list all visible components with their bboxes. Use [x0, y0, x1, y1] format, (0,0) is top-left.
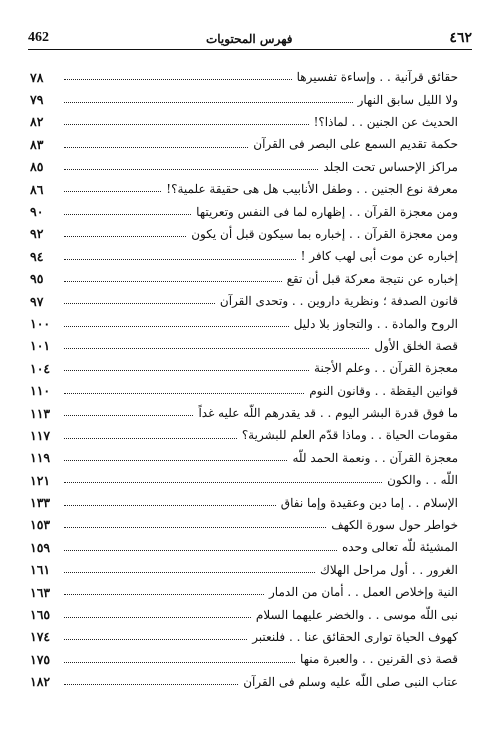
dot-leader	[64, 662, 295, 663]
toc-entry-title: قوانين اليقظة . . وقانون النوم	[309, 383, 458, 398]
toc-entry[interactable]	[30, 174, 458, 196]
toc-entry[interactable]	[30, 331, 458, 353]
toc-entry[interactable]	[30, 622, 458, 644]
toc-entry-title: قصة ذى القرنين . . والعبرة منها	[300, 652, 458, 667]
dot-leader	[64, 281, 282, 282]
running-title: فهرس المحتويات	[205, 32, 293, 46]
toc-entry-page: ١١٣	[30, 405, 51, 421]
toc-entry-title: ما فوق قدرة البشر اليوم . . قد يقدرهم اللّه عليه غداً	[198, 406, 458, 421]
toc-entry-title: ولا الليل سابق النهار	[357, 92, 458, 107]
dot-leader	[64, 326, 289, 327]
toc-entry-title: ومن معجزة القرآن . . إخباره بما سيكون قبل أن يكون	[191, 226, 458, 241]
toc-entry[interactable]	[30, 129, 458, 151]
toc-entry-title: حكمة تقديم السمع على البصر فى القرآن	[253, 137, 458, 152]
toc-entry[interactable]	[30, 84, 458, 106]
toc-entry[interactable]	[30, 420, 458, 442]
toc-entry-title: الحديث عن الجنين . . لماذا؟!	[313, 114, 458, 129]
toc-entry-page: ١٦٣	[30, 584, 51, 600]
toc-entry[interactable]	[30, 152, 458, 174]
toc-entry[interactable]	[30, 353, 458, 375]
dot-leader	[64, 684, 238, 685]
toc-entry-title: إخباره عن موت أبى لهب كافر !	[300, 249, 458, 264]
dot-leader	[64, 594, 264, 595]
toc-entry-page: ١٧٥	[30, 651, 51, 667]
toc-entry-page: ١٦٥	[30, 607, 51, 623]
toc-entry-title: نبى اللّه موسى . . والخضر عليهما السلام	[255, 607, 458, 622]
toc-entry-page: ٨٣	[30, 136, 44, 152]
dot-leader	[64, 572, 315, 573]
toc-entry-title: إخباره عن نتيجة معركة قبل أن تقع	[286, 271, 458, 286]
dot-leader	[64, 482, 382, 483]
toc-entry-page: ١٣٣	[30, 495, 51, 511]
toc-entry-page: ١١٧	[30, 427, 51, 443]
toc-entry[interactable]	[30, 644, 458, 666]
toc-entry-title: معرفة نوع الجنين . . وطفل الأنابيب هل هى حقيقة علمية؟!	[166, 182, 458, 197]
toc-entry[interactable]	[30, 577, 458, 599]
toc-entry-title: ومن معجزة القرآن . . إظهاره لما فى النفس وتعريتها	[196, 204, 458, 219]
toc-entry[interactable]	[30, 443, 458, 465]
page-number-latin: 462	[28, 30, 49, 45]
toc-entry[interactable]	[30, 398, 458, 420]
toc-entry-title: حقائق قرآنية . . وإساءة تفسيرها	[296, 70, 458, 85]
toc-entry-page: ٩٠	[30, 203, 44, 219]
dot-leader	[64, 438, 237, 439]
dot-leader	[64, 550, 337, 551]
toc-entry[interactable]	[30, 241, 458, 263]
toc-entry-title: الإسلام . . إما دين وعقيدة وإما نفاق	[280, 495, 458, 510]
toc-entry-title: قصة الخلق الأول	[374, 338, 458, 353]
toc-entry-page: ١٠١	[30, 338, 51, 354]
toc-entry[interactable]	[30, 487, 458, 509]
toc-entry-page: ١١٩	[30, 450, 51, 466]
toc-entry-title: قانون الصدفة ؛ ونظرية داروين . . وتحدى القرآن	[219, 294, 458, 309]
toc-entry-title: مقومات الحياة . . وماذا قدّم العلم للبشرية؟	[241, 428, 458, 443]
toc-entry[interactable]	[30, 196, 458, 218]
dot-leader	[64, 214, 191, 215]
toc-entry[interactable]	[30, 465, 458, 487]
toc-entry-title: معجزة القرآن . . وعلم الأجنة	[314, 361, 458, 376]
toc-entry-title: مراكز الإحساس تحت الجلد	[323, 159, 458, 174]
toc-entry-title: المشيئة للّه تعالى وحده	[341, 540, 458, 555]
dot-leader	[64, 147, 248, 148]
dot-leader	[64, 102, 353, 103]
toc-entry-page: ٧٩	[30, 92, 44, 108]
dot-leader	[64, 303, 215, 304]
dot-leader	[64, 415, 193, 416]
toc-entry[interactable]	[30, 510, 458, 532]
dot-leader	[64, 348, 369, 349]
toc-entry-page: ١٨٢	[30, 674, 51, 690]
toc-entry[interactable]	[30, 286, 458, 308]
dot-leader	[64, 169, 318, 170]
toc-entry-page: ١٠٠	[30, 315, 51, 331]
toc-entry-title: النية وإخلاص العمل . . أمان من الدمار	[269, 585, 458, 600]
toc-entry-page: ٨٢	[30, 114, 44, 130]
dot-leader	[64, 236, 186, 237]
toc-entry-page: ١٠٤	[30, 360, 51, 376]
toc-entry[interactable]	[30, 667, 458, 689]
toc-entry-page: ١١٠	[30, 383, 51, 399]
dot-leader	[64, 191, 161, 192]
toc-entry-title: الروح والمادة . . والتجاوز بلا دليل	[293, 316, 458, 331]
table-of-contents	[30, 62, 458, 689]
toc-entry-page: ٨٥	[30, 159, 44, 175]
toc-entry-title: عتاب النبى صلى اللّه عليه وسلم فى القرآن	[243, 674, 458, 689]
toc-entry[interactable]	[30, 308, 458, 330]
toc-entry-title: اللّه . . والكون	[387, 473, 458, 488]
toc-entry-title: الغرور . . أول مراحل الهلاك	[320, 562, 458, 577]
dot-leader	[64, 527, 326, 528]
dot-leader	[64, 79, 292, 80]
toc-entry-page: ١٥٩	[30, 539, 51, 555]
toc-entry[interactable]	[30, 555, 458, 577]
toc-entry-page: ٨٦	[30, 181, 44, 197]
dot-leader	[64, 617, 251, 618]
toc-entry-title: معجزة القرآن . . ونعمة الحمد للّه	[292, 450, 458, 465]
page-number-arabic: ٤٦٢	[449, 30, 472, 46]
toc-entry[interactable]	[30, 375, 458, 397]
dot-leader	[64, 460, 287, 461]
toc-entry[interactable]	[30, 62, 458, 84]
toc-entry-title: كهوف الحياة توارى الحقائق عنا . . فلنعتبر	[252, 629, 458, 644]
toc-entry-page: ٩٧	[30, 293, 44, 309]
page-header	[28, 24, 472, 50]
toc-entry-page: ١٦١	[30, 562, 51, 578]
dot-leader	[64, 370, 309, 371]
dot-leader	[64, 124, 309, 125]
dot-leader	[64, 259, 296, 260]
toc-entry-page: ٩٥	[30, 271, 44, 287]
toc-entry-page: ٩٢	[30, 226, 44, 242]
toc-entry[interactable]	[30, 107, 458, 129]
dot-leader	[64, 393, 304, 394]
dot-leader	[64, 505, 276, 506]
toc-entry-page: ١٧٤	[30, 629, 51, 645]
toc-entry[interactable]	[30, 532, 458, 554]
toc-entry-page: ٧٨	[30, 69, 44, 85]
toc-entry[interactable]	[30, 264, 458, 286]
toc-entry-page: ٩٤	[30, 248, 44, 264]
toc-entry-page: ١٥٣	[30, 517, 51, 533]
dot-leader	[64, 639, 247, 640]
toc-entry-title: خواطر حول سورة الكهف	[331, 518, 458, 533]
toc-entry-page: ١٢١	[30, 472, 51, 488]
toc-entry[interactable]	[30, 219, 458, 241]
toc-entry[interactable]	[30, 599, 458, 621]
